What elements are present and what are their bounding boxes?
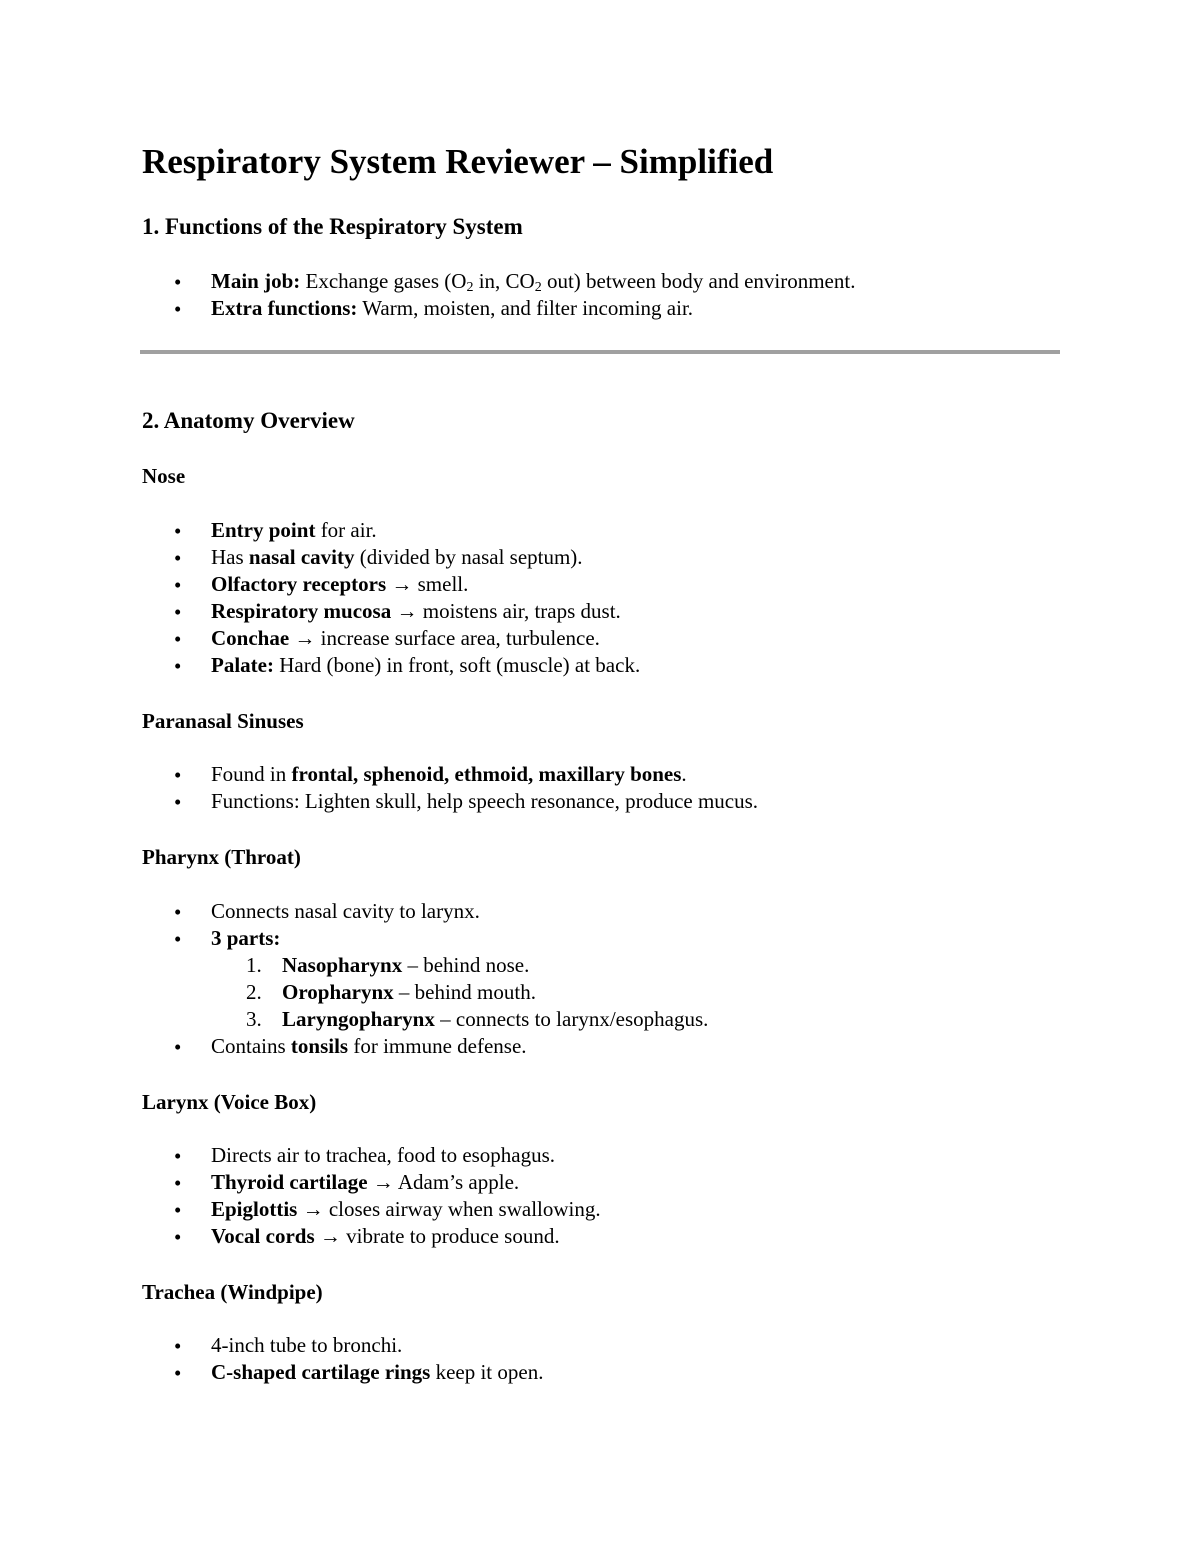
bullet-glyph: • [174,1361,182,1385]
list-item: C-shaped cartilage rings keep it open. [211,1360,544,1384]
list-number: 3. [246,1007,262,1031]
subheading-larynx: Larynx (Voice Box) [142,1090,317,1114]
list-item: Thyroid cartilage → Adam’s apple. [211,1170,520,1194]
list-item: Connects nasal cavity to larynx. [211,899,480,923]
list-number: 1. [246,953,262,977]
bullet-glyph: • [174,1198,182,1222]
document-title: Respiratory System Reviewer – Simplified [142,142,774,181]
sub-list-item: Nasopharynx – behind nose. [282,953,530,977]
list-item-extra-functions: Extra functions: Warm, moisten, and filter incoming air. [211,296,694,320]
bullet-glyph: • [174,297,182,321]
list-item: Respiratory mucosa → moistens air, traps dust. [211,599,621,623]
bullet-glyph: • [174,573,182,597]
bullet-glyph: • [174,546,182,570]
list-item: Functions: Lighten skull, help speech resonance, produce mucus. [211,789,759,813]
bullet-glyph: • [174,270,182,294]
bullet-glyph: • [174,627,182,651]
list-item: Contains tonsils for immune defense. [211,1034,527,1058]
subheading-pharynx: Pharynx (Throat) [142,845,301,869]
bullet-glyph: • [174,654,182,678]
bullet-glyph: • [174,1144,182,1168]
bullet-glyph: • [174,790,182,814]
bullet-glyph: • [174,1035,182,1059]
subheading-trachea: Trachea (Windpipe) [142,1280,323,1304]
sub-list-item: Oropharynx – behind mouth. [282,980,536,1004]
list-item: Conchae → increase surface area, turbulence. [211,626,600,650]
list-number: 2. [246,980,262,1004]
section-heading-anatomy: 2. Anatomy Overview [142,408,355,433]
bullet-glyph: • [174,927,182,951]
sub-list-item: Laryngopharynx – connects to larynx/esophagus. [282,1007,709,1031]
subheading-paranasal-sinuses: Paranasal Sinuses [142,709,304,733]
list-item: Entry point for air. [211,518,377,542]
bullet-glyph: • [174,763,182,787]
list-item: 3 parts: [211,926,281,950]
bullet-glyph: • [174,1171,182,1195]
list-item: Vocal cords → vibrate to produce sound. [211,1224,560,1248]
list-item: 4-inch tube to bronchi. [211,1333,403,1357]
list-item: Epiglottis → closes airway when swallowing. [211,1197,601,1221]
bullet-glyph: • [174,600,182,624]
list-item-main-job: Main job: Exchange gases ($O_2$ in, $CO_2$ out) between body and environment. [211,269,856,295]
bullet-glyph: • [174,1334,182,1358]
list-item: Palate: Hard (bone) in front, soft (muscle) at back. [211,653,641,677]
section-heading-functions: 1. Functions of the Respiratory System [142,214,523,239]
bullet-glyph: • [174,519,182,543]
horizontal-rule [140,350,1060,354]
list-item: Has nasal cavity (divided by nasal septum). [211,545,583,569]
list-item: Olfactory receptors → smell. [211,572,469,596]
subheading-nose: Nose [142,464,186,488]
bullet-glyph: • [174,900,182,924]
list-item: Directs air to trachea, food to esophagus. [211,1143,556,1167]
bullet-glyph: • [174,1225,182,1249]
list-item: Found in frontal, sphenoid, ethmoid, maxillary bones. [211,762,687,786]
